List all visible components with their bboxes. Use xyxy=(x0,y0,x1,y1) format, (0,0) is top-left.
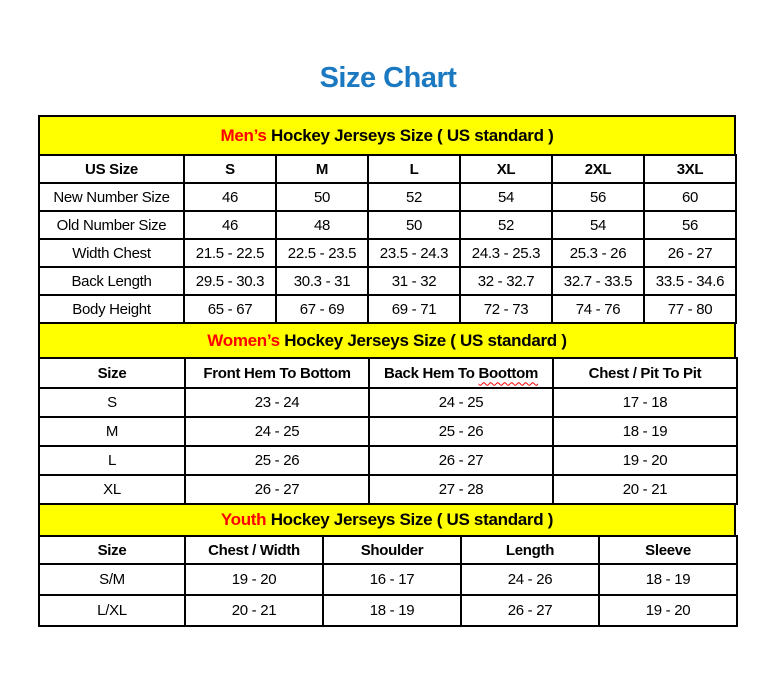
youth-header-row xyxy=(39,536,737,564)
mens-banner-text: Hockey Jerseys Size ( US standard ) xyxy=(271,126,554,145)
youth-row-lxl xyxy=(39,595,737,626)
table-cell: 33.5 - 34.6 xyxy=(644,267,736,295)
table-cell: 46 xyxy=(184,211,276,239)
youth-col-header-shoulder: Shoulder xyxy=(323,536,461,564)
mens-col-header-3xl: 3XL xyxy=(644,155,736,183)
table-cell: 19 - 20 xyxy=(553,446,737,475)
back-hem-prefix: Back Hem To xyxy=(383,364,475,382)
mens-row-old-number-size xyxy=(39,211,736,239)
womens-col-header-chest: Chest / Pit To Pit xyxy=(553,358,737,388)
row-label: L/XL xyxy=(39,595,185,626)
table-cell: 24 - 26 xyxy=(461,564,599,595)
mens-header-row xyxy=(39,155,736,183)
youth-col-header-sleeve: Sleeve xyxy=(599,536,737,564)
table-cell: 77 - 80 xyxy=(644,295,736,323)
womens-row-m xyxy=(39,417,737,446)
mens-row-body-height xyxy=(39,295,736,323)
mens-row-width-chest xyxy=(39,239,736,267)
table-cell: 20 - 21 xyxy=(185,595,323,626)
row-label: Old Number Size xyxy=(39,211,184,239)
womens-row-s xyxy=(39,388,737,417)
table-cell: 19 - 20 xyxy=(185,564,323,595)
table-cell: 27 - 28 xyxy=(369,475,553,504)
mens-col-header-l: L xyxy=(368,155,460,183)
mens-banner-highlight: Men’s xyxy=(220,126,267,145)
womens-col-header-size: Size xyxy=(39,358,185,388)
table-cell: 69 - 71 xyxy=(368,295,460,323)
youth-banner-highlight: Youth xyxy=(220,510,267,529)
table-cell: 30.3 - 31 xyxy=(276,267,368,295)
table-cell: 56 xyxy=(644,211,736,239)
table-cell: 18 - 19 xyxy=(323,595,461,626)
womens-size-table xyxy=(38,357,738,505)
table-cell: 52 xyxy=(460,211,552,239)
mens-col-header-xl: XL xyxy=(460,155,552,183)
youth-col-header-size: Size xyxy=(39,536,185,564)
table-cell: 25 - 26 xyxy=(185,446,369,475)
size-chart xyxy=(38,115,736,627)
youth-section-banner xyxy=(38,503,736,537)
table-cell: 22.5 - 23.5 xyxy=(276,239,368,267)
table-cell: 32.7 - 33.5 xyxy=(552,267,644,295)
table-cell: 25.3 - 26 xyxy=(552,239,644,267)
table-cell: 23 - 24 xyxy=(185,388,369,417)
table-cell: 17 - 18 xyxy=(553,388,737,417)
table-cell: 46 xyxy=(184,183,276,211)
table-cell: 18 - 19 xyxy=(599,564,737,595)
table-cell: 21.5 - 22.5 xyxy=(184,239,276,267)
table-cell: 67 - 69 xyxy=(276,295,368,323)
youth-size-table xyxy=(38,535,738,627)
table-cell: 52 xyxy=(368,183,460,211)
mens-col-header-s: S xyxy=(184,155,276,183)
table-cell: 65 - 67 xyxy=(184,295,276,323)
womens-col-header-back-hem xyxy=(369,358,553,388)
table-cell: 18 - 19 xyxy=(553,417,737,446)
table-cell: 54 xyxy=(552,211,644,239)
table-cell: 26 - 27 xyxy=(644,239,736,267)
row-label: Back Length xyxy=(39,267,184,295)
table-cell: 74 - 76 xyxy=(552,295,644,323)
table-cell: 31 - 32 xyxy=(368,267,460,295)
mens-col-header-us-size: US Size xyxy=(39,155,184,183)
table-cell: 32 - 32.7 xyxy=(460,267,552,295)
table-cell: 26 - 27 xyxy=(369,446,553,475)
womens-col-header-front-hem: Front Hem To Bottom xyxy=(185,358,369,388)
row-label: L xyxy=(39,446,185,475)
table-cell: 48 xyxy=(276,211,368,239)
mens-col-header-m: M xyxy=(276,155,368,183)
womens-row-xl xyxy=(39,475,737,504)
table-cell: 19 - 20 xyxy=(599,595,737,626)
mens-row-new-number-size xyxy=(39,183,736,211)
womens-row-l xyxy=(39,446,737,475)
page-title: Size Chart xyxy=(319,62,457,94)
womens-banner-text: Hockey Jerseys Size ( US standard ) xyxy=(284,331,567,350)
back-hem-misspelled-word: Boottom xyxy=(478,364,539,382)
womens-header-row xyxy=(39,358,737,388)
womens-section-banner xyxy=(38,322,736,359)
youth-row-sm xyxy=(39,564,737,595)
row-label: Width Chest xyxy=(39,239,184,267)
table-cell: 26 - 27 xyxy=(461,595,599,626)
table-cell: 56 xyxy=(552,183,644,211)
table-cell: 16 - 17 xyxy=(323,564,461,595)
row-label: XL xyxy=(39,475,185,504)
table-cell: 24.3 - 25.3 xyxy=(460,239,552,267)
mens-row-back-length xyxy=(39,267,736,295)
table-cell: 25 - 26 xyxy=(369,417,553,446)
table-cell: 29.5 - 30.3 xyxy=(184,267,276,295)
youth-banner-text: Hockey Jerseys Size ( US standard ) xyxy=(270,510,554,529)
table-cell: 20 - 21 xyxy=(553,475,737,504)
table-cell: 50 xyxy=(276,183,368,211)
table-cell: 24 - 25 xyxy=(369,388,553,417)
row-label: S xyxy=(39,388,185,417)
mens-size-table xyxy=(38,154,737,324)
row-label: Body Height xyxy=(39,295,184,323)
row-label: S/M xyxy=(39,564,185,595)
youth-col-header-length: Length xyxy=(461,536,599,564)
table-cell: 54 xyxy=(460,183,552,211)
table-cell: 26 - 27 xyxy=(185,475,369,504)
youth-col-header-chest-width: Chest / Width xyxy=(185,536,323,564)
table-cell: 72 - 73 xyxy=(460,295,552,323)
mens-col-header-2xl: 2XL xyxy=(552,155,644,183)
table-cell: 60 xyxy=(644,183,736,211)
row-label: M xyxy=(39,417,185,446)
table-cell: 50 xyxy=(368,211,460,239)
row-label: New Number Size xyxy=(39,183,184,211)
womens-banner-highlight: Women’s xyxy=(207,331,280,350)
mens-section-banner xyxy=(38,115,736,156)
table-cell: 24 - 25 xyxy=(185,417,369,446)
table-cell: 23.5 - 24.3 xyxy=(368,239,460,267)
